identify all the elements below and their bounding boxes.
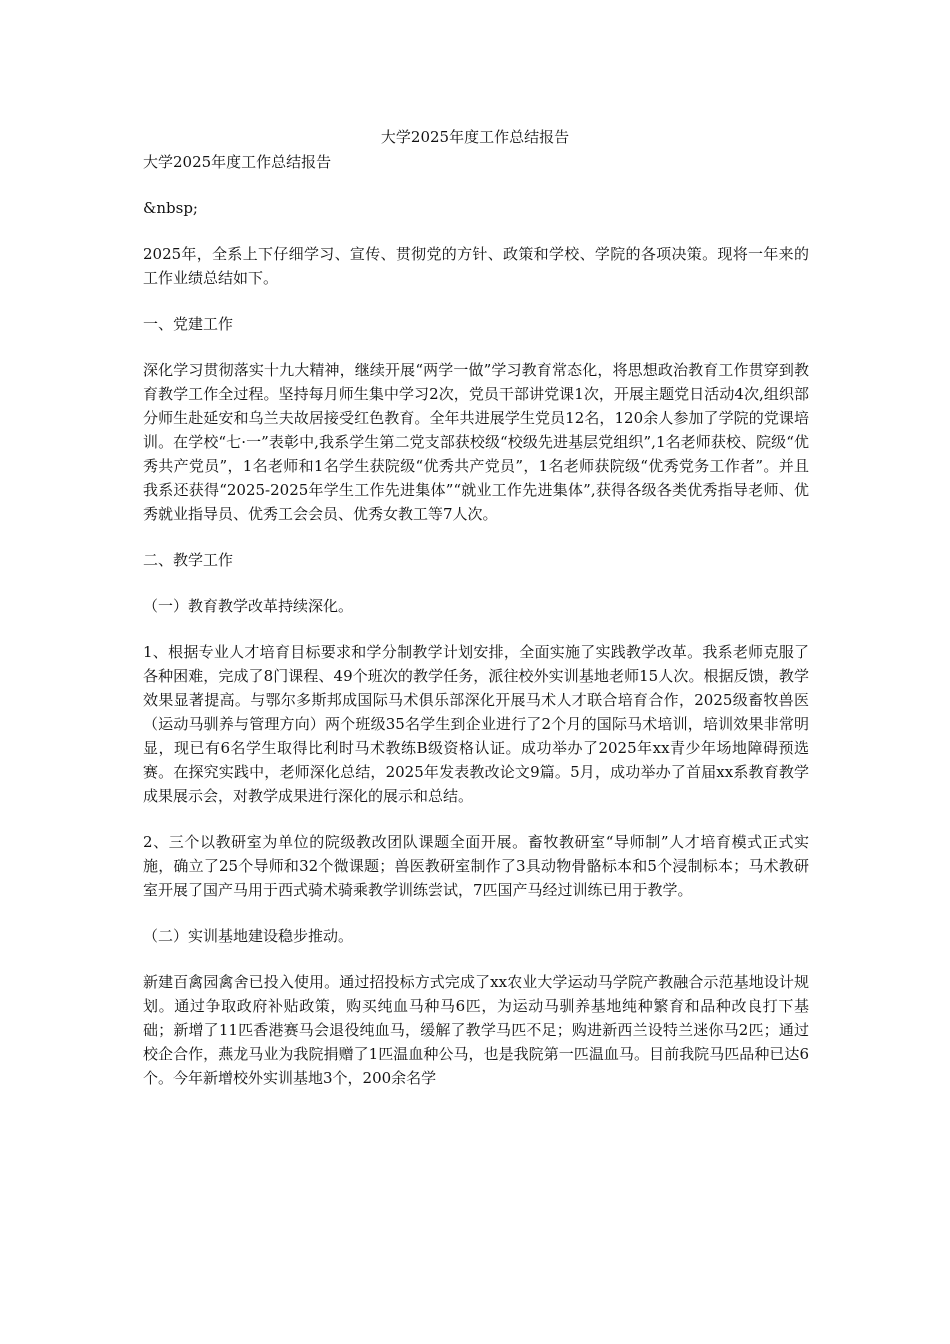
document-subtitle: 大学2025年度工作总结报告	[143, 153, 332, 171]
reform-item-2: 2、三个以教研室为单位的院级教改团队课题全面开展。畜牧教研室“导师制”人才培育模式正式实施，确立了25个导师和32个微课题；兽医教研室制作了3具动物骨骼标本和5个浸制标本；马术教研室开展了国产马用于西式骑术骑乘教学训练尝试，7匹国产马经过训练已用于教学。	[143, 833, 809, 899]
subsection-heading-reform: （一）教育教学改革持续深化。	[143, 597, 354, 615]
document-title: 大学2025年度工作总结报告	[380, 128, 570, 146]
party-work-paragraph: 深化学习贯彻落实十九大精神，继续开展“两学一做”学习教育常态化，将思想政治教育工作贯穿到教育教学工作全过程。坚持每月师生集中学习2次，党员干部讲党课1次，开展主题党日活动4次,组织部分师生赴延安和乌兰夫故居接受红色教育。全年共进展学生党员12名，120余人参加了学院的党课培训。在学校“七·一”表彰中,我系学生第二党支部获校级“校级先进基层党组织”,1名老师获校、院级“优秀共产党员”，1名老师和1名学生获院级“优秀共产党员”，1名老师获院级“优秀党务工作者”。并且我系还获得“2025-2025年学生工作先进集体”“就业工作先进集体”,获得各级各类优秀指导老师、优秀就业指导员、优秀工会会员、优秀女教工等7人次。	[143, 361, 809, 523]
intro-paragraph: 2025年，全系上下仔细学习、宣传、贯彻党的方针、政策和学校、学院的各项决策。现将一年来的工作业绩总结如下。	[143, 245, 809, 287]
section-heading-party: 一、党建工作	[143, 315, 234, 333]
reform-item-1: 1、根据专业人才培育目标要求和学分制教学计划安排，全面实施了实践教学改革。我系老师克服了各种困难，完成了8门课程、49个班次的教学任务，派往校外实训基地老师15人次。根据反馈，教学效果显著提高。与鄂尔多斯邦成国际马术俱乐部深化开展马术人才联合培育合作，2025级畜牧兽医（运动马驯养与管理方向）两个班级35名学生到企业进行了2个月的国际马术培训，培训效果非常明显，现已有6名学生取得比利时马术教练B级资格认证。成功举办了2025年xx青少年场地障碍预选赛。在探究实践中，老师深化总结，2025年发表教改论文9篇。5月，成功举办了首届xx系教育教学成果展示会，对教学成果进行深化的展示和总结。	[143, 643, 809, 805]
subsection-heading-base: （二）实训基地建设稳步推动。	[143, 927, 354, 945]
training-base-paragraph: 新建百禽园禽舍已投入使用。通过招投标方式完成了xx农业大学运动马学院产教融合示范基地设计规划。通过争取政府补贴政策，购买纯血马种马6匹，为运动马驯养基地纯种繁育和品种改良打下基础；新增了11匹香港赛马会退役纯血马，缓解了教学马匹不足；购进新西兰设特兰迷你马2匹；通过校企合作，燕龙马业为我院捐赠了1匹温血种公马，也是我院第一匹温血马。目前我院马匹品种已达6个。今年新增校外实训基地3个，200余名学	[143, 973, 809, 1087]
section-heading-teaching: 二、教学工作	[143, 551, 234, 569]
document-body	[143, 150, 809, 1112]
nbsp-line: &nbsp;	[143, 199, 198, 217]
